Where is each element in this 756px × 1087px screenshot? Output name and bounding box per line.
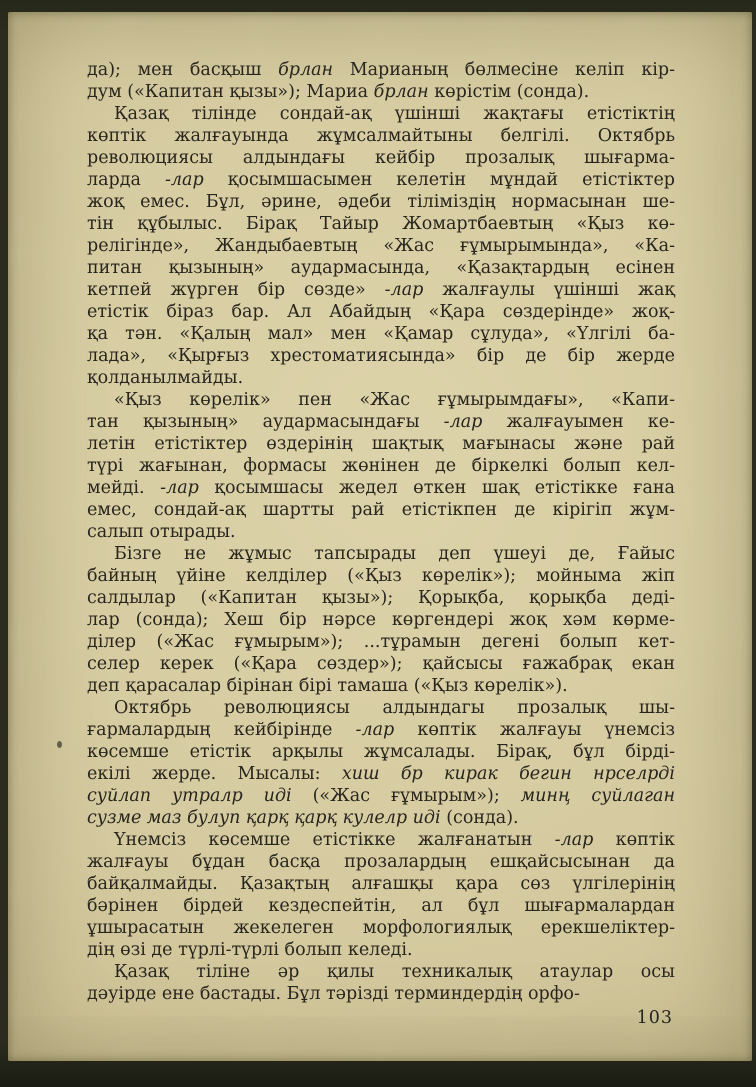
- text-line: Октябрь революциясы алдындагы прозалық шы-: [114, 698, 675, 718]
- paragraph: [87, 59, 675, 103]
- text-line: да); мен басқыш брлан Марианың бөлмесіне келіп кір-: [87, 60, 675, 80]
- text-line: ұшырасатын жекелеген морфологиялық ерекшеліктер-: [87, 918, 675, 938]
- text-line: түрі жағынан, формасы жөнінен де біркелкі болып кел-: [87, 456, 675, 476]
- text-line: суйлап утралр иді («Жас ғұмырым»); минң суйлаган: [87, 786, 675, 806]
- book-page: [8, 12, 752, 1061]
- text-line: кетпей жүрген бір сөзде» -лар жалғаулы үшінші жақ: [87, 280, 675, 300]
- text-line: қолданылмайды.: [87, 368, 244, 388]
- text-line: салып отырады.: [87, 522, 236, 542]
- paragraph: [87, 829, 675, 961]
- text-line: Үнемсіз көсемше етістікке жалғанатын -лар көптік: [114, 830, 675, 850]
- text-line: байның үйіне келділер («Қыз көрелік»); мойныма жіп: [87, 566, 675, 586]
- text-line: тін құбылыс. Бірақ Тайыр Жомартбаевтың «Қыз кө-: [87, 214, 675, 234]
- text-line: көсемше етістік арқылы жұмсалады. Бірақ, бұл бірді-: [87, 742, 675, 762]
- text-line: қа тән. «Қалың мал» мен «Қамар сұлуда», «Үлгілі ба-: [87, 324, 675, 344]
- text-line: ғармалардың кейбірінде -лар көптік жалғауы үнемсіз: [87, 720, 675, 740]
- text-line: тан қызының» аудармасындағы -лар жалғауымен ке-: [87, 412, 676, 432]
- text-line: летін етістіктер өздерінің шақтық мағынасы және рай: [87, 434, 675, 454]
- page-text: [87, 59, 675, 1005]
- text-line: релігінде», Жандыбаевтың «Жас ғұмырымында», «Ка-: [87, 236, 675, 256]
- text-line: жоқ емес. Бұл, әрине, әдеби тіліміздің нормасынан ше-: [87, 192, 675, 212]
- text-line: дәуірде ене бастады. Бұл тәрізді терминдердің орфо-: [87, 984, 580, 1004]
- text-line: көптік жалғауында жұмсалмайтыны белгілі. Октябрь: [87, 126, 675, 146]
- text-line: революциясы алдындағы кейбір прозалық шығарма-: [87, 148, 675, 168]
- text-line: Қазақ тілінде сондай-ақ үшінші жақтағы етістіктің: [114, 104, 675, 124]
- text-line: дің өзі де түрлі-түрлі болып келеді.: [87, 940, 413, 960]
- text-line: лада», «Қырғыз хрестоматиясында» бір де бір жерде: [87, 346, 675, 366]
- text-line: екілі жерде. Мысалы: хиш бр кирак бегин нрселрді: [87, 764, 675, 784]
- text-line: етістік біраз бар. Ал Абайдың «Қара сөздерінде» жоқ-: [87, 302, 675, 322]
- text-line: питан қызының» аудармасында, «Қазақтардың есінен: [87, 258, 675, 278]
- text-line: лар (сонда); Хеш бір нәрсе көргендері жоқ хәм көрме-: [87, 610, 675, 630]
- text-line: салдылар («Капитан қызы»); Қорықба, қорықба деді-: [87, 588, 675, 608]
- text-line: мейді. -лар қосымшасы жедел өткен шақ етістікке ғана: [87, 478, 675, 498]
- text-line: бәрінен бірдей кездеспейтін, ал бұл шығармалардан: [87, 896, 675, 916]
- paragraph: [87, 543, 675, 697]
- text-line: сузме маз булуп қарқ қарқ кулелр иді (сонда).: [87, 808, 519, 828]
- page-number: 103: [636, 1008, 673, 1028]
- text-line: селер керек («Қара сөздер»); қайсысы ғажабрақ екан: [87, 654, 675, 674]
- paragraph: [87, 961, 675, 1005]
- text-line: Қазақ тіліне әр қилы техникалық атаулар осы: [114, 962, 675, 982]
- text-line: Бізге не жұмыс тапсырады деп үшеуі де, Ғайыс: [114, 544, 675, 564]
- text-line: ларда -лар қосымшасымен келетін мұндай етістіктер: [87, 170, 675, 190]
- text-line: дум («Капитан қызы»); Мариа брлан көрістім (сонда).: [87, 82, 590, 102]
- ink-speck: [57, 741, 62, 748]
- paragraph: [87, 103, 675, 389]
- text-line: «Қыз көрелік» пен «Жас ғұмырымдағы», «Капи-: [114, 390, 675, 410]
- text-line: деп қарасалар бірінан бірі тамаша («Қыз көрелік»).: [87, 676, 568, 696]
- paragraph: [87, 389, 675, 543]
- paragraph: [87, 697, 675, 829]
- text-line: байқалмайды. Қазақтың алғашқы қара сөз үлгілерінің: [87, 874, 675, 894]
- text-line: жалғауы бұдан басқа прозалардың ешқайсысынан да: [87, 852, 675, 872]
- text-line: емес, сондай-ақ шартты рай етістікпен де кірігіп жұм-: [87, 500, 675, 520]
- text-line: ділер («Жас ғұмырым»); ...тұрамын дегені болып кет-: [87, 632, 675, 652]
